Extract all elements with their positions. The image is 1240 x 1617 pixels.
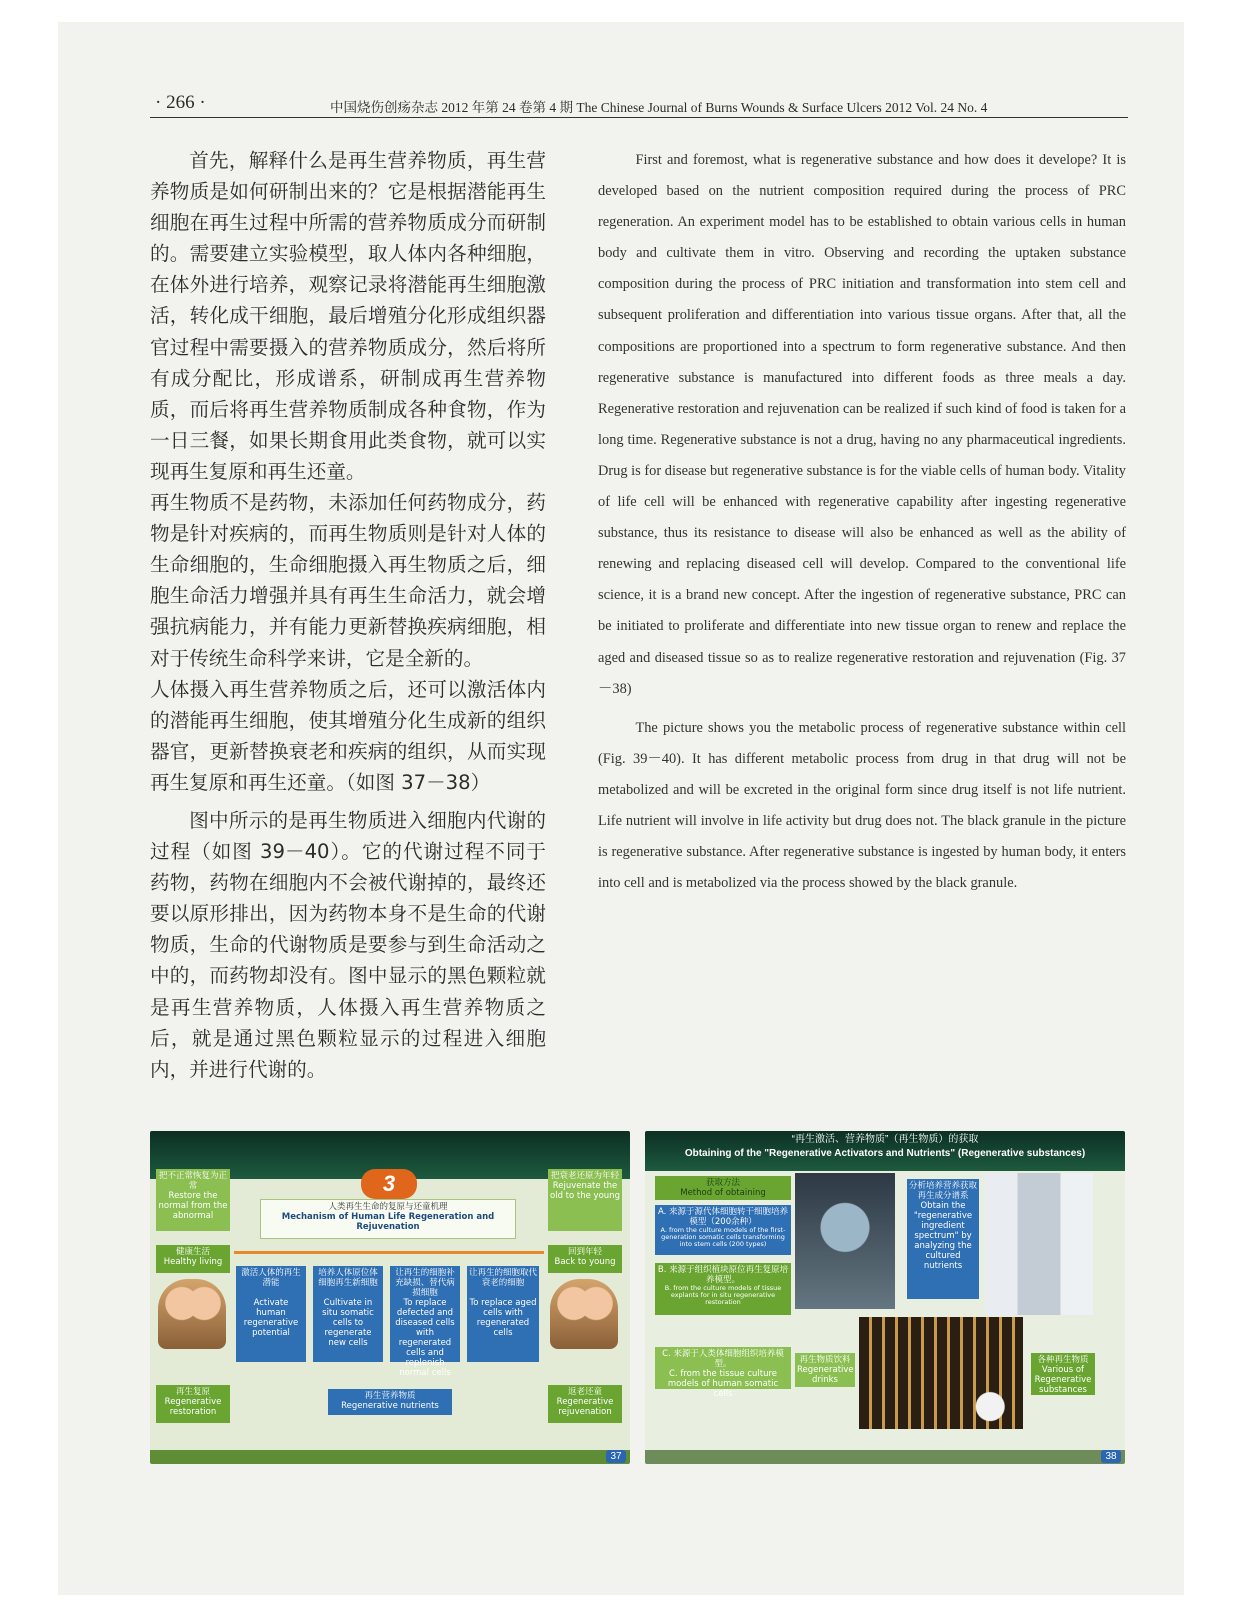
left-top-cn: 把不正常恢复为正常 xyxy=(158,1171,227,1191)
drinks-en: Regenerative drinks xyxy=(797,1365,854,1385)
figure-37 xyxy=(150,1131,630,1464)
figure-37-step-3 xyxy=(390,1266,460,1378)
cn-paragraph-4: 图中所示的是再生物质进入细胞内代谢的过程（如图 39－40）。它的代谢过程不同于药物，药物在细胞内不会被代谢掉的，最终还要以原形排出，因为药物本身不是生命的代谢物质，生命的代谢物质是要参与到生命活动之中的，而药物却没有。图中显示的黑色颗粒就是再生营养物质，人体摄入再生营养物质之后，就是通过黑色颗粒显示的过程进入细胞内，并进行代谢的。 xyxy=(150,808,546,1081)
figure-37-step-4 xyxy=(467,1266,539,1362)
figure-37-center-bottom xyxy=(328,1389,452,1415)
step-2-en: Cultivate in situ somatic cells to regenerate new cells xyxy=(322,1298,374,1348)
running-header: 中国烧伤创疡杂志 2012 年第 24 卷第 4 期 The Chinese Journal of Burns Wounds & Surface Ulcers 2012 Vol. 24 No. 4 xyxy=(330,100,988,115)
figure-37-left-bottom xyxy=(156,1385,230,1423)
left-bottom-en: Regenerative restoration xyxy=(164,1397,222,1417)
figure-38-footer xyxy=(645,1450,1125,1464)
left-top-en: Restore the normal from the abnormal xyxy=(158,1191,228,1221)
drinks-cn: 再生物质饮料 xyxy=(799,1355,851,1365)
step-1-en: Activate human regenerative potential xyxy=(243,1298,299,1338)
step-3-cn: 让再生的细胞补充缺损、替代病损细胞 xyxy=(395,1268,455,1298)
cartoon-couple-left xyxy=(158,1279,226,1349)
various-en: Various of Regenerative substances xyxy=(1034,1365,1092,1395)
left-mid-cn: 健康生活 xyxy=(175,1247,210,1257)
right-top-cn: 把衰老还原为年轻 xyxy=(550,1171,619,1181)
figure-38-title-cn: “再生激活、营养物质”（再生物质）的获取 xyxy=(791,1134,979,1145)
analysis-en: Obtain the "regenerative ingredient spectrum" by analyzing the cultured nutrients xyxy=(913,1201,973,1271)
en-paragraph-1: First and foremost, what is regenerative substance and how does it develope? It is developed based on the nutrient composition required during the process of PRC regeneration. An experiment model has to be established to obtain various cells in human body and cultivate them in vitro. Observing and recording the uptaken substance composition during the process of PRC initiation and transformation into stem cell and subsequent proliferation and differentiation into various tissue organs. After that, all the compositions are proportioned into a spectrum to form regenerative substance. And then regenerative substance is manufactured into different foods as three meals a day. Regenerative restoration and rejuvenation can be realized if such kind of food is taken for a long time. Regenerative substance is not a drug, having no any pharmaceutical ingredients. Drug is for disease but regenerative substance is for the viable cells of human body. Vitality of life cell will be enhanced with regenerative capability after ingesting regenerative substance, thus its resistance to disease will also be enhanced as well as the ability of renewing and replacing diseased cell will develop. Compared to the conventional life science, it is a brand new concept. After the ingestion of regenerative substance, PRC can be initiated to proliferate and differentiate into new tissue organ to renew and replace the aged and diseased tissue so as to realize regenerative restoration and rejuvenation (Fig. 37－38) xyxy=(598,152,1126,697)
source-b-cn: B. 来源于组织植块原位再生复原培养模型。 xyxy=(657,1265,789,1285)
center-bottom-en: Regenerative nutrients xyxy=(341,1401,439,1411)
figure-37-title-cn: 人类再生生命的复原与还童机理 xyxy=(328,1202,448,1212)
source-b-en: B. from the culture models of tissue explants for in situ regenerative restoration xyxy=(664,1284,782,1306)
header-rule xyxy=(150,117,1128,118)
cn-paragraph-3: 人体摄入再生营养物质之后，还可以激活体内的潜能再生细胞，使其增殖分化生成新的组织器官，更新替换衰老和疾病的组织，从而实现再生复原和再生还童。（如图 37－38） xyxy=(150,677,546,794)
source-c-en: C. from the tissue culture models of human somatic cells xyxy=(667,1369,779,1399)
lab-researcher-photo xyxy=(795,1173,895,1309)
right-bottom-en: Regenerative rejuvenation xyxy=(556,1397,614,1417)
page-number: · 266 · xyxy=(155,92,206,113)
figure-37-title-en: Mechanism of Human Life Regeneration and Rejuvenation xyxy=(281,1212,495,1232)
source-a-cn: A. 来源于源代体细胞转干细胞培养模型（200余种） xyxy=(657,1207,789,1227)
flow-arrow-line xyxy=(234,1251,544,1254)
figure-38-source-a xyxy=(655,1205,791,1255)
figure-38-page-number: 38 xyxy=(1101,1450,1121,1463)
method-en: Method of obtaining xyxy=(680,1188,766,1198)
figure-37-right-top xyxy=(548,1169,622,1231)
right-mid-en: Back to young xyxy=(554,1257,616,1267)
figure-38-title xyxy=(645,1133,1125,1161)
figure-37-footer xyxy=(150,1450,630,1464)
figure-37-page-number: 37 xyxy=(606,1450,626,1463)
analysis-cn: 分析培养营养获取再生成分谱系 xyxy=(909,1181,978,1201)
left-bottom-cn: 再生复原 xyxy=(175,1387,210,1397)
en-paragraph-2: The picture shows you the metabolic process of regenerative substance within cell (Fig. 39－40). It has different metabolic process from drug in that drug will not be metabolized and will be excreted in the original form since drug itself is not life nutrient. Life nutrient will involve in life activity but drug does not. The black granule in the picture is regenerative substance. After regenerative substance is ingested by human body, it enters into cell and is metabolized via the process showed by the black granule. xyxy=(598,719,1126,892)
product-bottles-photo xyxy=(859,1317,1023,1429)
source-c-cn: C. 来源于人类体细胞组织培养模型。 xyxy=(662,1349,784,1369)
cn-paragraph-1: 首先，解释什么是再生营养物质，再生营养物质是如何研制出来的？它是根据潜能再生细胞在再生过程中所需的营养物质成分而研制的。需要建立实验模型，取人体内各种细胞，在体外进行培养，观察记录将潜能再生细胞激活，转化成干细胞，最后增殖分化形成组织器官过程中需要摄入的营养物质成分，然后将所有成分配比，形成谱系，研制成再生营养物质，而后将再生营养物质制成各种食物，作为一日三餐，如果长期食用此类食物，就可以实现再生复原和再生还童。 xyxy=(150,149,546,483)
figure-38-header-band xyxy=(645,1131,1125,1171)
figure-38-method xyxy=(655,1176,791,1200)
figure-37-left-top xyxy=(156,1169,230,1231)
right-bottom-cn: 返老还童 xyxy=(567,1387,602,1397)
figure-37-right-bottom xyxy=(548,1385,622,1423)
chinese-column xyxy=(150,145,546,1085)
right-mid-cn: 回到年轻 xyxy=(567,1247,602,1257)
figure-38 xyxy=(645,1131,1125,1464)
center-bottom-cn: 再生营养物质 xyxy=(364,1391,416,1401)
cartoon-couple-right xyxy=(550,1279,618,1349)
step-4-cn: 让再生的细胞取代衰老的细胞 xyxy=(469,1268,538,1288)
figure-38-title-en: Obtaining of the "Regenerative Activators and Nutrients" (Regenerative substances) xyxy=(684,1148,1086,1159)
figure-37-step-2 xyxy=(313,1266,383,1362)
right-top-en: Rejuvenate the old to the young xyxy=(550,1181,620,1201)
step-1-cn: 激活人体的再生潜能 xyxy=(241,1268,301,1288)
source-a-en: A. from the culture models of the first-generation somatic cells transforming into stem cells (200 types) xyxy=(660,1226,786,1248)
figure-37-title xyxy=(260,1199,516,1239)
various-cn: 各种再生物质 xyxy=(1037,1355,1089,1365)
step-4-en: To replace aged cells with regenerated cells xyxy=(469,1298,537,1338)
figure-38-source-c xyxy=(655,1347,791,1399)
left-mid-en: Healthy living xyxy=(163,1257,223,1267)
figure-38-drinks xyxy=(795,1353,855,1387)
method-cn: 获取方法 xyxy=(705,1178,740,1188)
figure-37-right-mid xyxy=(548,1245,622,1273)
figure-38-source-b xyxy=(655,1263,791,1315)
figure-37-step-1 xyxy=(236,1266,306,1362)
figure-38-various xyxy=(1031,1353,1095,1395)
english-column xyxy=(598,145,1126,899)
figure-37-left-mid xyxy=(156,1245,230,1273)
figure-37-number-badge: 3 xyxy=(361,1169,417,1199)
lab-instrument-photo xyxy=(985,1173,1093,1315)
step-3-en: To replace defected and diseased cells with regenerated cells and replenish normal cells xyxy=(395,1298,455,1378)
cn-paragraph-2: 再生物质不是药物，未添加任何药物成分，药物是针对疾病的，而再生物质则是针对人体的生命细胞的，生命细胞摄入再生物质之后，细胞生命活力增强并具有再生生命活力，就会增强抗病能力，并有能力更新替换疾病细胞，相对于传统生命科学来讲，它是全新的。 xyxy=(150,491,546,670)
step-2-cn: 培养人体原位体细胞再生新细胞 xyxy=(318,1268,378,1288)
figure-38-analysis xyxy=(907,1179,979,1299)
